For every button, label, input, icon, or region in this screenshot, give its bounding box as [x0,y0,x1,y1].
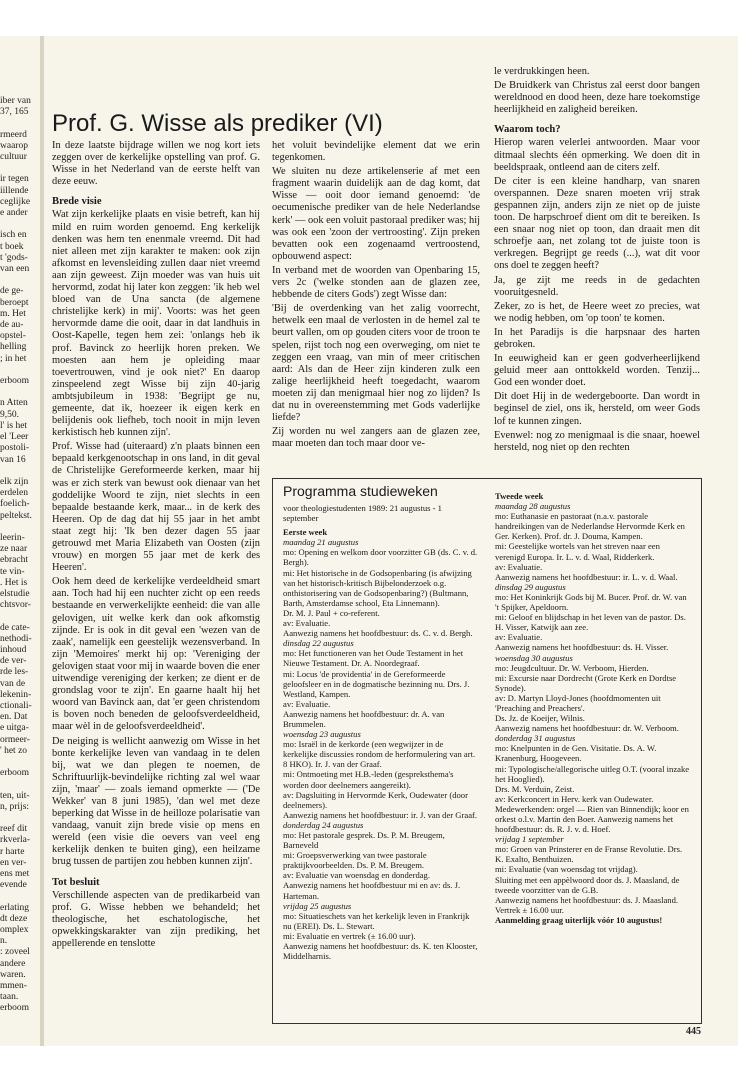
fragment-line: waarop [0,140,28,151]
paragraph: het voluit bevindelijke element dat we erin tegenkomen. [272,140,480,164]
fragment-line: omplex [0,925,29,936]
fragment-line: opstel- [0,331,26,342]
paragraph: Ook hem deed de kerkelijke verdeeldheid smart aan. Toch had hij een nuchter zicht op een reeds bestaande en verwerkelijkte eenheid: die van alle gelovigen, uit welke kerk dan ook afkomstig zijnde. Er is ook in dit geval een 'wezen van de zaak', namelijk een geestelijk wezensverband. In zijn 'Memoires' merkt hij op: 'Vereniging der gelovigen staat voor mij in waarde boven die ener uitwendige vereniging der kerken; ze dient er de grondslag voor te zijn'. En gaarne haalt hij het woord van Bavinck aan, dat 'er geen christendom is boven noch beneden de geloofsverdeeldheid, maar wèl in de geloofsverdeeldheid'. [52,576,260,733]
fragment-line: en ver- [0,857,27,868]
article-title: Prof. G. Wisse als prediker (VI) [52,110,383,137]
fragment-line [0,118,39,129]
program-day: maandag 21 augustus [283,537,359,548]
program-item: Dr. M. J. Paul + co-referent. [283,607,380,618]
program-item: mi: Het historische in de Godsopenbaring (is afwijzing van het historisch-kritisch Bijbelonderzoek o.g. onthistorisering van de Godsopenbaring?) (Bultmann, Barth, Amsterdamse school, Eta Linnemann). [283,567,472,608]
program-item: Aanwezig namens het hoofdbestuur: ds. K. ten Klooster, Middelharnis. [283,941,478,962]
fragment-line: van een [0,264,30,275]
program-item: mo: Groen van Prinsterer en de Franse Revolutie. Drs. K. Exalto, Benthuizen. [495,844,683,865]
paragraph: Zeker, zo is het, de Heere weet zo precies, wat we nodig hebben, om 'op toon' te komen. [494,300,700,324]
fragment-line: elstudie [0,588,30,599]
fragment-line: isch en [0,230,27,241]
fragment-line: te vin- [0,566,25,577]
program-item: av: Dagsluiting in Hervormde Kerk, Oudewater (door deelnemers). [283,789,468,810]
article-column-3 [494,66,700,456]
fragment-line [0,757,39,768]
fragment-line: ten, uit- [0,790,30,801]
section-heading: Tot besluit [52,876,100,888]
program-item: Aanwezig namens het hoofdbestuur: dr. W. Verboom. [495,723,679,734]
program-item: mi: Locus 'de providentia' in de Gereformeerde geloofsleer en in de dogmatische bezinning nu. Drs. J. Westland, Kampen. [283,668,470,699]
fragment-line: van 16 [0,454,26,465]
paragraph: 'Bij de overdenking van het zalig voorrecht, hetwelk een maal de verlosten in de hemel zal te beurt vallen, om op gouden citers voor de troon te spelen, rijst toch nog een overweging, om niet te zeggen een vraag, van min of meer critischen aard: Als dan de Heer zijn kinderen zulk een zalige heerlijkheid heeft toegedacht, waarom moeten zij dan menigmaal hier nog zo lijden? Is dat nu in overeenstemming met Gods vaderlijke liefde? [272,303,480,424]
fragment-line: foelich- [0,499,30,510]
paragraph: Hierop waren velerlei antwoorden. Maar voor ditmaal slechts één opmerking. We doen dit in beeldspraak, ontleend aan de citers zelf. [494,137,700,173]
fragment-line: en. Dat [0,712,28,723]
paragraph: De Bruidkerk van Christus zal eerst door bangen wereldnood en dood heen, deze hare toekomstige heerlijkheid en zaligheid bereiken. [494,80,700,116]
paragraph: In het Paradijs is die harpsnaar des harten gebroken. [494,326,700,350]
paragraph: De citer is een kleine handharp, van snaren overspannen. Deze snaren moeten vrij strak gespannen zijn, anders zijn ze niet op de juiste toon. De harpschroef dient om dit te bereiken. Is een snaar nog niet op toon, dan draait men dit schroefje aan, net zolang tot de juiste toon is verkregen. Begrijpt ge reeds (...), wat dit voor ons doel te zeggen heeft? [494,175,700,272]
program-week-1 [283,503,479,961]
program-item: av: D. Martyn Lloyd-Jones (hoofdmomenten uit 'Preaching and Preachers'. [495,692,661,713]
program-heading: Programma studieweken [283,483,438,499]
fragment-line: : zoveel [0,947,30,958]
program-item: Aanwezig namens het hoofdbestuur: ds. H. Visser. [495,642,669,653]
program-item: av: Evaluatie van woensdag en donderdag. [283,870,430,881]
program-week-heading: Tweede week [495,491,544,501]
program-item: mo: Israël in de kerkorde (een wegwijzer in de kerkelijke discussies rondom de herformulering van art. 8 HKO). Ir. J. van der Graaf. [283,739,476,770]
fragment-line: iber van [0,96,31,106]
fragment-line: de au- [0,320,24,331]
fragment-line: ' het zo [0,745,28,756]
previous-page-fragment [0,96,39,1036]
program-item: mi: Evaluatie (van woensdag tot vrijdag). [495,864,638,875]
program-item: mo: Euthanasie en pastoraat (n.a.v. pastorale handreikingen van de Nederlandse Hervormde Kerk en Ger. Kerken). Prof. dr. J. Douma, Kampen. [495,511,685,542]
fragment-line: cultuur [0,152,27,163]
fragment-line: n. [0,936,8,947]
article-column-2 [272,140,480,452]
fragment-line: 9,50. [0,409,19,420]
program-day: vrijdag 25 augustus [283,900,352,911]
program-item: av: Kerkconcert in Herv. kerk van Oudewater. [495,793,654,804]
program-item: mi: Typologische/allegorische uitleg O.T. (vooral inzake het Hooglied). [495,763,690,784]
fragment-line [0,611,39,622]
paragraph: De neiging is wellicht aanwezig om Wisse in het bonte kerkelijke leven van vandaag in te delen bij, wat we dan plegen te noemen, de Schriftuurlijk-bevindelijke richting zal wel waar zijn, 'maar' — zoals iemand opmerkte — ('De Wekker' van 8 juni 1985), 'dan wel met deze beperking dat Wisse in de heilloze polarisatie van vandaag, vanuit zijn brede visie op mens en wereld (een visie die oevers van veel eng kerkelijk denken te buiten ging), een heilzame brug tussen de partijen zou hebben kunnen zijn'. [52,735,260,868]
fragment-line: t 'gods- [0,252,28,263]
fragment-line: mmen- [0,981,27,992]
program-item: mi: Ontmoeting met H.B.-leden (gespreksthema's worden door deelnemers aangereikt). [283,769,454,790]
program-item: Vertrek ± 16.00 uur. [495,904,564,915]
fragment-line: evende [0,880,27,891]
program-item: mo: Het pastorale gesprek. Ds. P. M. Breugem, Barneveld [283,830,445,851]
fragment-line: erboom [0,768,30,779]
paragraph: Verschillende aspecten van de predikarbeid van prof. G. Wisse hebben we behandeld; het theologische, het eschatologische, het opwekkingskarakter van zijn prediking, het appellerende en tenslotte [52,889,260,949]
paragraph: Zij worden nu wel zangers aan de glazen zee, maar moeten dan toch maar door ve- [272,426,480,450]
fragment-line: ir tegen [0,174,29,185]
paragraph: le verdrukkingen heen. [494,66,590,77]
program-item: mi: Groepsverwerking van twee pastorale praktijkvoorbeelden. Ds. P. M. Breugem. [283,850,427,871]
fragment-line: ens met [0,869,30,880]
program-item: mi: Excursie naar Dordrecht (Grote Kerk en Dordtse Synode). [495,672,677,693]
program-item: mo: Opening en welkom door voorzitter GB (ds. C. v. d. Bergh). [283,547,478,568]
paragraph: Dit doet Hij in de wedergeboorte. Dan wordt in beginsel de ziel, ons ik, hersteld, om weer Gods lof te kunnen zingen. [494,391,700,427]
program-item: mi: Evaluatie en vertrek (± 16.00 uur). [283,930,416,941]
paragraph: In deze laatste bijdrage willen we nog kort iets zeggen over de kerkelijke opstelling van prof. G. Wisse in het Nederland van de eerste helft van deze eeuw. [52,140,260,188]
program-item: Aanwezig namens het hoofdbestuur: dr. A. van Brummelen. [283,708,445,729]
fragment-line: 37, 165 [0,107,29,118]
section-heading: Brede visie [52,196,102,208]
program-day: donderdag 31 augustus [495,733,576,744]
program-item: Medewerkenden: orgel — Rien van Binnendijk; koor en orkest o.l.v. Martin den Boer. Aanwezig namens het hoofdbestuur: ds. R. J. v. d. Hoef. [495,803,689,835]
program-day: maandag 28 augustus [495,501,571,512]
fragment-line: peltekst. [0,510,32,521]
paragraph: Ja, ge zijt me reeds in de gedachten vooruitgesneld. [494,274,700,298]
fragment-line: . Het is [0,577,28,588]
program-item: mo: Knelpunten in de Gen. Visitatie. Ds. A. W. Kranenburg, Hoogeveen. [495,743,657,764]
program-item: Aanmelding graag uiterlijk vóór 10 augustus! [495,914,663,925]
fragment-line: nethodi- [0,633,32,644]
fragment-line: helling [0,342,27,353]
fragment-line: rmeerd [0,129,27,140]
program-item: av: Evaluatie. [495,561,543,572]
program-item: av: Evaluatie. [283,618,331,629]
fragment-line [0,163,39,174]
fragment-line: erboom [0,376,30,387]
program-day: dinsdag 29 augustus [495,581,566,592]
fragment-line: de ge- [0,286,24,297]
paragraph: In eeuwigheid kan er geen godverheerlijkend geluid meer aan onttokkeld worden. Tenzij... God een wonder doet. [494,353,700,389]
fragment-line: rkverla- [0,835,31,846]
fragment-line: leerin- [0,532,25,543]
fragment-line: r harte [0,846,25,857]
fragment-line: erdelen [0,488,28,499]
program-item: Aanwezig namens het hoofdbestuur: ds. C. v. d. Bergh. [283,628,473,639]
fragment-line: taan. [0,992,19,1003]
fragment-line [0,813,39,824]
program-item: Drs. M. Verduin, Zeist. [495,783,575,794]
fragment-line: de ver- [0,656,27,667]
fragment-line: rde les- [0,667,29,678]
program-item: mi: Geestelijke wortels van het streven naar een verenigd Europa. Ir. L. v. d. Waal, Ridderkerk. [495,541,660,562]
program-item: Aanwezig namens het hoofdbestuur: ir. J. van der Graaf. [283,809,478,820]
fragment-line: n, prijs: [0,801,30,812]
program-item: mo: Het Koninkrijk Gods bij M. Bucer. Prof. dr. W. van 't Spijker, Apeldoorn. [495,591,687,613]
program-item: av: Evaluatie. [283,698,331,709]
program-item: mo: Jeugdcultuur. Dr. W. Verboom, Hierden. [495,662,649,673]
program-item: Aanwezig namens het hoofdbestuur: ir. L. v. d. Waal. [495,571,678,582]
program-week-heading: Eerste week [283,527,328,538]
program-week-2 [495,487,691,925]
fragment-line: van de [0,678,26,689]
fragment-line: ctionali- [0,700,32,711]
fragment-line: beroept [0,297,29,308]
fragment-line: ormeer- [0,734,30,745]
fragment-line: erlating [0,902,30,913]
fragment-line: e uitga- [0,723,29,734]
fragment-line [0,219,39,230]
fragment-line: inhoud [0,644,27,655]
fragment-line: n Atten [0,398,28,409]
article-column-1 [52,140,260,952]
fragment-line: el 'Leer [0,432,29,443]
program-item: av: Evaluatie. [495,632,543,643]
program-day: vrijdag 1 september [495,834,564,845]
fragment-line: e ander [0,208,28,219]
program-box [272,478,702,1024]
fragment-line [0,466,39,477]
program-item: Sluiting met een appèlwoord door ds. J. Maasland, de tweede voorzitter van de G.B. [495,874,680,895]
fragment-line [0,891,39,902]
fragment-line: t boek [0,241,24,252]
program-item: Aanwezig namens het hoofdbestuur: ds. J. Maasland. [495,894,679,905]
program-item: mi: Geloof en blijdschap in het leven van de pastor. Ds. H. Visser, Katwijk aan zee. [495,612,686,633]
program-day: woensdag 30 augustus [495,652,573,663]
fragment-line [0,275,39,286]
fragment-line: lekenin- [0,689,32,700]
fragment-line: postoli- [0,443,30,454]
fragment-line: m. Het [0,308,26,319]
page-number: 445 [686,1026,701,1037]
fragment-line: ; in het [0,353,27,364]
paragraph: Prof. Wisse had (uiteraard) z'n plaats binnen een bepaald kerkgenootschap in ons land, in dit geval de Christelijke Gereformeerde kerken, maar hij was er zich sterk van bewust ook dienaar van het goddelijke Woord te zijn, niet slechts in een bepaalde bestaande kerk, maar... in de kerk des Heeren. Op de dag dat hij 55 jaar in het ambt staat zegt hij: 'Ik ben dezer dagen 55 jaar getrouwd met Maria Elizabeth van Oosten (zijn vrouw) en morgen 55 jaar met de kerk des Heeren'. [52,441,260,574]
program-item: Ds. Jz. de Koeijer, Wilnis. [495,713,585,724]
paragraph: We sluiten nu deze artikelenserie af met een fragment waarin duidelijk aan de dag komt, dat Wisse — ooit door iemand genoemd: 'de oecumenische prediker van de hele Nederlandse kerk' — ook een voluit pastoraal prediker was; hij was ook een 'zoon der vertroosting'. Zijn preken bevatten ook een zogenaamd vertroostend, opbouwend aspect: [272,166,480,262]
fragment-line: andere [0,958,26,969]
fragment-line [0,522,39,533]
paragraph: Wat zijn kerkelijke plaats en visie betreft, kan hij mild en ruim worden genoemd. Eng kerkelijk denken was hem ten enenmale vreemd. Dit had niet alleen met zijn karakter te maken: ook zijn afkomst en levensleiding zullen daar niet vreemd aan zijn geweest. Zijn moeder was van huis uit hervormd, zodat hij later kon zeggen: 'ik heb wel bloed van de Una sancta (de algemene christelijke kerk) in mij'. Voorts: was het geen hervormde dame die ooit, daar in dat landhuis in Oost-Kapelle, tegen hem zei: 'onlangs heb ik prof. Bavinck zo heerlijk horen preken. We moesten aan hem je opleiding maar toevertrouwen, vind je ook niet?' En daarop zinspeelend zegt Wisse bij zijn 40-jarig ambtsjubileum in 1938: 'Begrijpt ge nu, gemeente, dat ik, hoezeer ik eigen kerk en belijdenis ook liefheb, toch nooit in mijn leven kerkistisch heb kunnen zijn'. [52,209,260,439]
paragraph: In verband met de woorden van Openbaring 15, vers 2c ('welke stonden aan de glazen zee, hebbende de citers Gods') zegt Wisse dan: [272,264,480,301]
page-spine [40,36,44,1046]
section-heading: Waarom toch? [494,124,561,136]
fragment-line: ceglijke [0,196,31,207]
fragment-line: ebracht [0,555,28,566]
program-item: mo: Situatieschets van het kerkelijk leven in Frankrijk nu (EREI). Ds. L. Stewart. [283,910,470,931]
fragment-line: reef dit [0,824,28,835]
program-item: mo: Het functioneren van het Oude Testament in het Nieuwe Testament. Dr. A. Noordegraaf. [283,648,464,669]
fragment-line [0,365,39,376]
program-item: Aanwezig namens het hoofdbestuur mi en av: ds. J. Harteman. [283,880,461,901]
paragraph: Evenwel: nog zo menigmaal is die snaar, hoewel hersteld, nog niet op den rechten [494,429,700,453]
fragment-line: waren. [0,969,26,980]
fragment-line [0,779,39,790]
fragment-line: elk zijn [0,476,29,487]
fragment-line: l' is het [0,420,28,431]
program-item: voor theologiestudenten 1989: 21 augustus - 1 september [283,503,442,524]
program-day: dinsdag 22 augustus [283,638,354,649]
program-day: woensdag 23 augustus [283,729,361,740]
fragment-line: erboom [0,1003,30,1014]
fragment-line: chtsvor- [0,600,31,611]
fragment-line: iillende [0,185,29,196]
fragment-line: ze naar [0,544,28,555]
fragment-line [0,387,39,398]
fragment-line: dt deze [0,913,28,924]
fragment-line: de cate- [0,622,30,633]
program-day: donderdag 24 augustus [283,819,364,830]
